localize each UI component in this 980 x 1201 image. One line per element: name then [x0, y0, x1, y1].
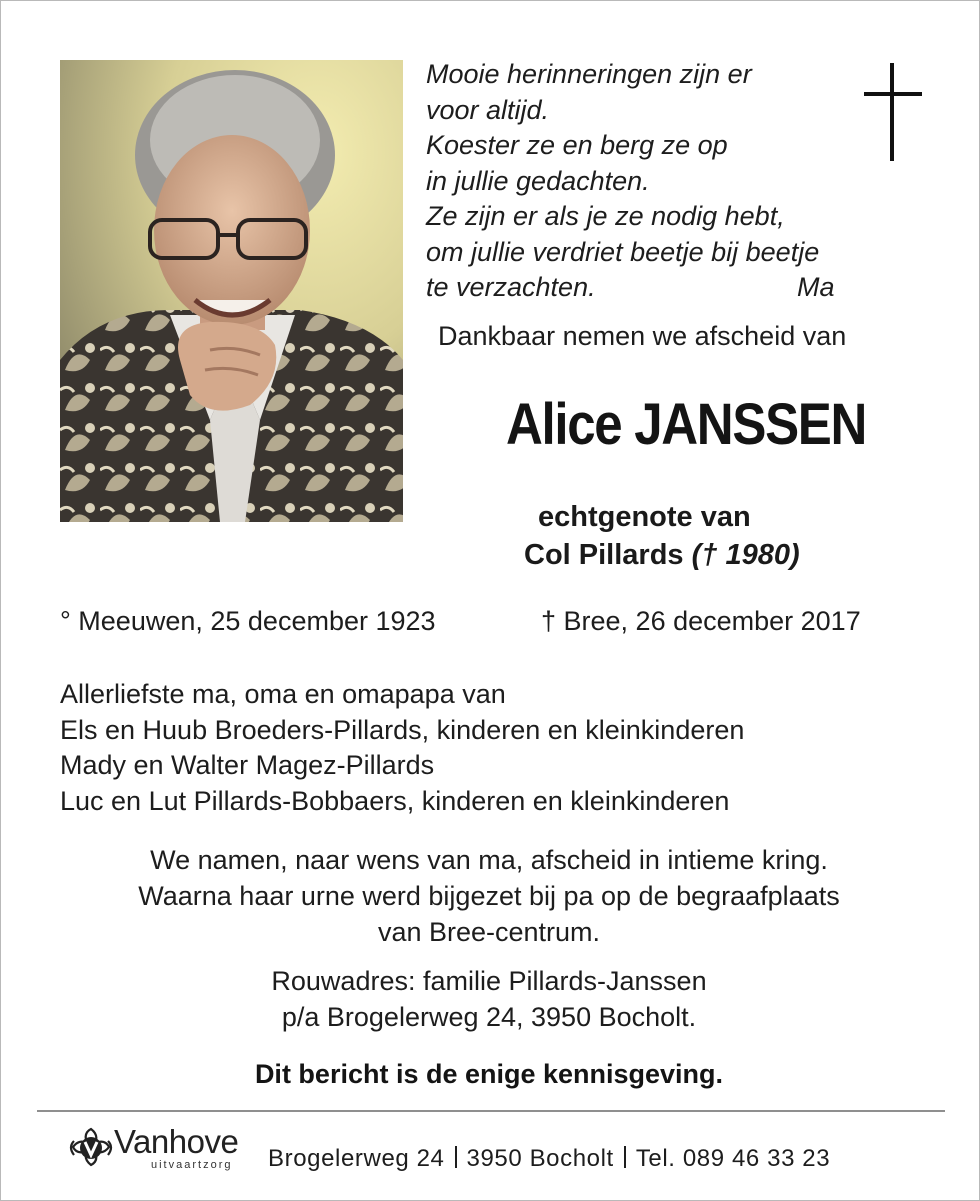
service-info [41, 842, 937, 950]
poem-line: Ze zijn er als je ze nodig hebt, [426, 201, 785, 231]
contact-city: 3950 Bocholt [466, 1145, 614, 1172]
poem-line: te verzachten. [426, 272, 596, 302]
logo-subtitle: uitvaartzorg [151, 1159, 233, 1171]
service-line: We namen, naar wens van ma, afscheid in intieme kring. [150, 845, 828, 875]
poem-line: om jullie verdriet beetje bij beetje [426, 236, 820, 267]
spouse-name: Col Pillards [524, 539, 684, 571]
service-line: van Bree-centrum. [377, 917, 601, 947]
spouse-death: († 1980) [691, 539, 800, 571]
funeral-home-logo [64, 1123, 254, 1173]
spouse-label: echtgenote van [538, 501, 751, 533]
contact-phone: Tel. 089 46 33 23 [635, 1145, 831, 1172]
poem-line: voor altijd. [426, 94, 550, 125]
deceased-name: Alice JANSSEN [505, 392, 867, 457]
poem-line: Koester ze en berg ze op [426, 130, 728, 160]
cross-icon [864, 63, 922, 161]
family-list [60, 677, 744, 819]
vanhove-logo-icon [64, 1123, 118, 1173]
death-date: † Bree, 26 december 2017 [541, 606, 861, 636]
logo-name: Vanhove [114, 1123, 239, 1160]
poem-line: in jullie gedachten. [426, 165, 650, 196]
family-line: Els en Huub Broeders-Pillards, kinderen en kleinkinderen [60, 714, 745, 745]
portrait-illustration [60, 60, 403, 522]
footer-divider [37, 1110, 945, 1112]
poem [426, 57, 856, 306]
family-line: Mady en Walter Magez-Pillards [60, 750, 435, 780]
contact-line [268, 1145, 830, 1173]
poem-line: Mooie herinneringen zijn er [426, 59, 752, 89]
poem-signature: Ma [797, 272, 835, 302]
spouse-line [524, 539, 800, 572]
notice-text: Dit bericht is de enige kennisgeving. [254, 1059, 724, 1089]
address-line: Rouwadres: familie Pillards-Janssen [271, 966, 707, 996]
family-line: Allerliefste ma, oma en omapapa van [60, 679, 506, 709]
contact-street: Brogelerweg 24 [268, 1145, 445, 1172]
birth-date: ° Meeuwen, 25 december 1923 [60, 606, 436, 636]
contact-separator [624, 1146, 626, 1168]
intro-text: Dankbaar nemen we afscheid van [438, 321, 847, 351]
condolence-address [41, 963, 937, 1035]
portrait-photo [60, 60, 403, 522]
life-dates [60, 606, 920, 637]
family-line: Luc en Lut Pillards-Bobbaers, kinderen en kleinkinderen [60, 785, 730, 816]
contact-separator [455, 1146, 457, 1168]
service-line: Waarna haar urne werd bijgezet bij pa op de begraafplaats [138, 881, 840, 911]
address-line: p/a Brogelerweg 24, 3950 Bocholt. [281, 1002, 697, 1032]
